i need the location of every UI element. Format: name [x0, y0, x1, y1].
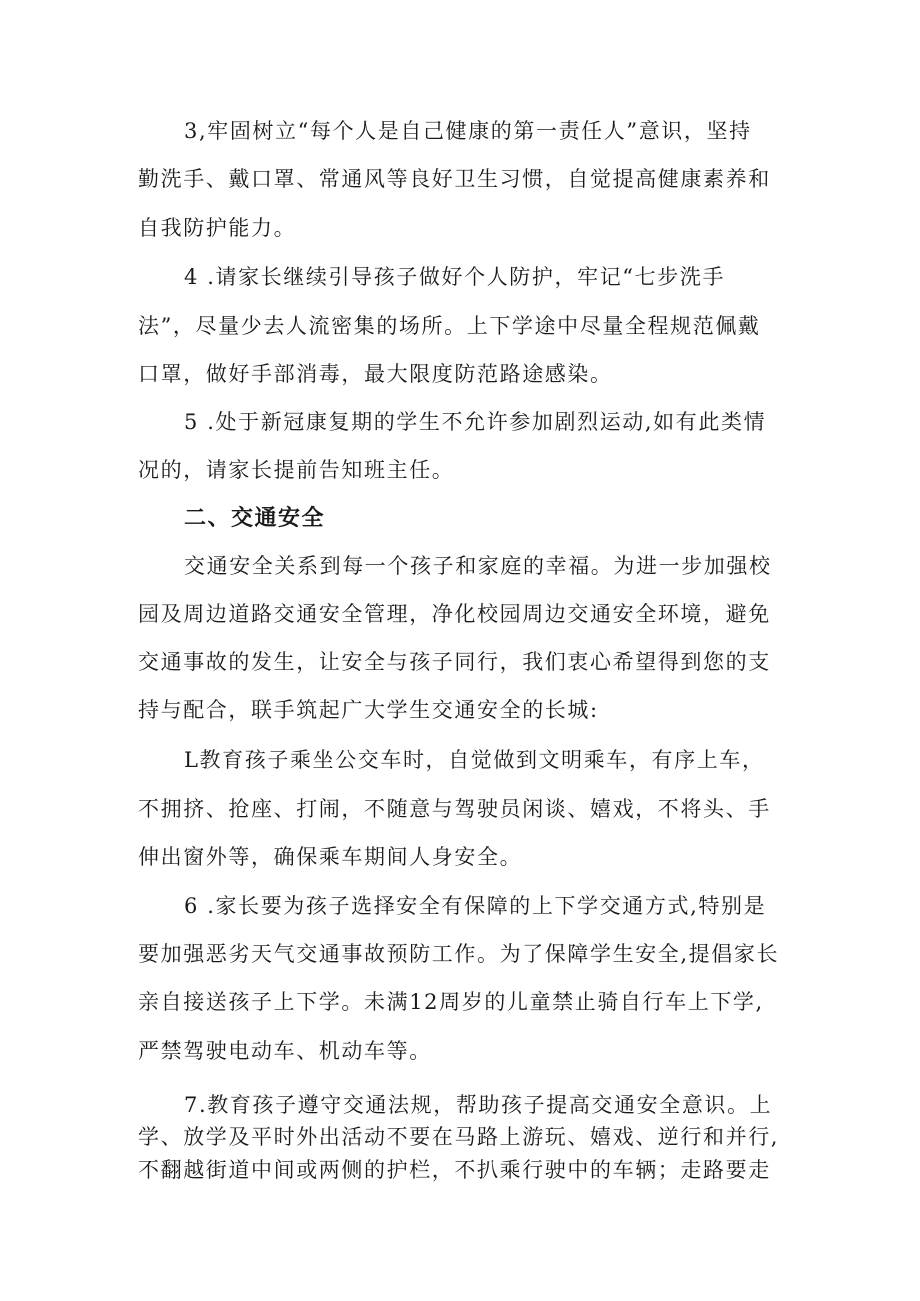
item-3-line-3: 自我防护能力。: [138, 216, 297, 240]
item-6-line-1: 6 .家长要为孩子选择安全有保障的上下学交通方式,特别是: [184, 894, 767, 918]
intro-line-2: 园及周边道路交通安全管理，净化校园周边交通安全环境，避免: [138, 602, 771, 626]
item-7-line-2: 学、放学及平时外出活动不要在马路上游玩、嬉戏、逆行和并行,: [138, 1125, 780, 1149]
item-l-line-2: 不拥挤、抢座、打闹，不随意与驾驶员闲谈、嬉戏，不将头、手: [138, 797, 771, 821]
item-6-line-3: 亲自接送孩子上下学。未满12周岁的儿童禁止骑自行车上下学,: [138, 990, 764, 1014]
item-l-line-1: L教育孩子乘坐公交车时，自觉做到文明乘车，有序上车，: [184, 748, 765, 772]
item-5-line-2: 况的，请家长提前告知班主任。: [138, 458, 455, 482]
item-4-line-3: 口罩，做好手部消毒，最大限度防范路途感染。: [138, 362, 613, 386]
item-3-line-2: 勤洗手、戴口罩、常通风等良好卫生习惯，自觉提高健康素养和: [138, 167, 771, 191]
intro-line-1: 交通安全关系到每一个孩子和家庭的幸福。为进一步加强校: [184, 554, 772, 578]
item-5-line-1: 5 .处于新冠康复期的学生不允许参加剧烈运动,如有此类情: [184, 410, 767, 434]
item-3-line-1: 3,牢固树立“每个人是自己健康的第一责任人”意识，坚持: [184, 119, 752, 143]
section-heading: 二、交通安全: [184, 506, 326, 531]
intro-line-4: 持与配合，联手筑起广大学生交通安全的长城:: [138, 698, 599, 722]
item-4-line-2: 法”，尽量少去人流密集的场所。上下学途中尽量全程规范佩戴: [138, 314, 761, 338]
item-7-line-3: 不翻越街道中间或两侧的护栏，不扒乘行驶中的车辆；走路要走: [138, 1158, 771, 1182]
item-6-line-4: 严禁驾驶电动车、机动车等。: [138, 1039, 432, 1063]
item-l-line-3: 伸出窗外等，确保乘车期间人身安全。: [138, 845, 523, 869]
intro-line-3: 交通事故的发生，让安全与孩子同行，我们衷心希望得到您的支: [138, 650, 771, 674]
item-7-line-1: 7.教育孩子遵守交通法规，帮助孩子提高交通安全意识。上: [184, 1093, 773, 1117]
item-4-line-1: 4 .请家长继续引导孩子做好个人防护，牢记“七步洗手: [184, 265, 726, 289]
item-6-line-2: 要加强恶劣天气交通事故预防工作。为了保障学生安全,提倡家长: [138, 942, 780, 966]
